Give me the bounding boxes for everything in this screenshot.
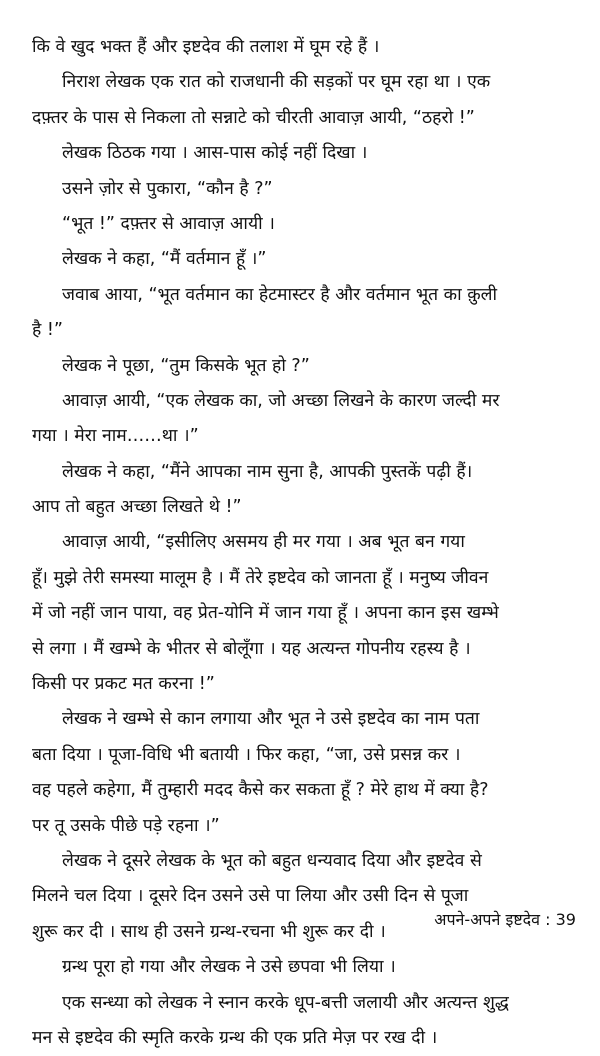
text-line: वह पहले कहेगा, मैं तुम्हारी मदद कैसे कर सकता हूँ ? मेरे हाथ में क्या है?	[32, 780, 489, 801]
text-line: मिलने चल दिया । दूसरे दिन उसने उसे पा लिया और उसी दिन से पूजा	[32, 886, 469, 907]
text-line: “भूत !” दफ़्तर से आवाज़ आयी ।	[62, 213, 275, 234]
text-line: ग्रन्थ पूरा हो गया और लेखक ने उसे छपवा भी लिया ।	[62, 957, 396, 978]
page-footer: अपने-अपने इष्टदेव : 39	[434, 910, 576, 929]
text-line: आवाज़ आयी, “एक लेखक का, जो अच्छा लिखने के कारण जल्दी मर	[62, 390, 500, 411]
text-line: किसी पर प्रकट मत करना !”	[32, 674, 215, 695]
text-line: निराश लेखक एक रात को राजधानी की सड़कों पर घूम रहा था । एक	[62, 72, 491, 93]
text-line: आप तो बहुत अच्छा लिखते थे !”	[32, 497, 242, 518]
text-line: बता दिया । पूजा-विधि भी बतायी । फिर कहा, “जा, उसे प्रसन्न कर ।	[32, 744, 461, 765]
text-line: लेखक ने खम्भे से कान लगाया और भूत ने उसे इष्टदेव का नाम पता	[62, 709, 480, 730]
text-line: है !”	[32, 320, 63, 341]
page-body-text	[32, 30, 580, 1056]
text-line: लेखक ने पूछा, “तुम किसके भूत हो ?”	[62, 355, 310, 376]
text-line: एक सन्ध्या को लेखक ने स्नान करके धूप-बत्ती जलायी और अत्यन्त शुद्ध	[62, 992, 509, 1013]
text-line: दफ़्तर के पास से निकला तो सन्नाटे को चीरती आवाज़ आयी, “ठहरो !”	[32, 107, 475, 128]
text-line: लेखक ने कहा, “मैं वर्तमान हूँ ।”	[62, 249, 267, 270]
text-line: उसने ज़ोर से पुकारा, “कौन है ?”	[62, 178, 273, 199]
text-line: कि वे खुद भक्त हैं और इष्टदेव की तलाश में घूम रहे हैं ।	[32, 37, 380, 57]
text-line: आवाज़ आयी, “इसीलिए असमय ही मर गया । अब भूत बन गया	[62, 532, 465, 553]
text-line: हूँ। मुझे तेरी समस्या मालूम है । मैं तेरे इष्टदेव को जानता हूँ । मनुष्य जीवन	[32, 567, 489, 588]
text-line: गया । मेरा नाम……था ।”	[32, 426, 199, 447]
text-line: लेखक ने दूसरे लेखक के भूत को बहुत धन्यवाद दिया और इष्टदेव से	[62, 850, 482, 871]
text-line: मन से इष्टदेव की स्मृति करके ग्रन्थ की एक प्रति मेज़ पर रख दी ।	[32, 1027, 438, 1048]
text-line: लेखक ने कहा, “मैंने आपका नाम सुना है, आपकी पुस्तकें पढ़ी हैं।	[62, 461, 473, 482]
text-line: पर तू उसके पीछे पड़े रहना ।”	[32, 815, 220, 836]
text-line: में जो नहीं जान पाया, वह प्रेत-योनि में जान गया हूँ । अपना कान इस खम्भे	[32, 603, 499, 624]
text-line: लेखक ठिठक गया । आस-पास कोई नहीं दिखा ।	[62, 143, 368, 164]
text-line: शुरू कर दी । साथ ही उसने ग्रन्थ-रचना भी शुरू कर दी ।	[32, 921, 386, 942]
text-line: से लगा । मैं खम्भे के भीतर से बोलूँगा । यह अत्यन्त गोपनीय रहस्य है ।	[32, 638, 471, 659]
text-line: जवाब आया, “भूत वर्तमान का हेटमास्टर है और वर्तमान भूत का क़ुली	[62, 284, 498, 305]
